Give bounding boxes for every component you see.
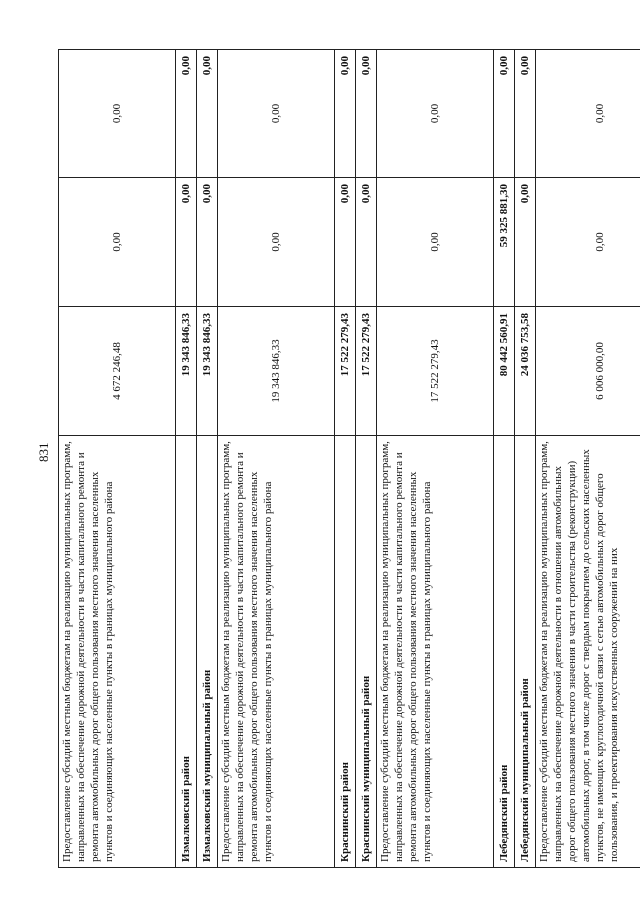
row-name-cell: Измалковский район	[176, 436, 197, 868]
value-col-1-cell: 19 343 846,33	[197, 307, 218, 436]
subtotal-row	[176, 50, 197, 868]
row-name-cell: Лебедянский район	[494, 436, 515, 868]
table-row	[218, 50, 335, 868]
value-col-3-cell: 0,00	[176, 50, 197, 178]
rotated-table-wrapper	[58, 50, 620, 868]
value-col-1-cell: 17 522 279,43	[356, 307, 377, 436]
table-row	[377, 50, 494, 868]
row-name-cell: Предоставление субсидий местным бюджетам на реализацию муниципальных программ, направленных на обеспечение дорожной деятельности в отношении автомобильных дорог общего пользования местного значения в части строительства (реконструкции) автомобильных дорог, в том числе дорог с твердым покрытием до сельских населенных пунктов, не имеющих круглогодичной связи с сетью автомобильных дорог общего пользования, и проектирования искусственных сооружений на них	[536, 436, 640, 868]
value-col-3-cell: 0,00	[515, 50, 536, 178]
value-col-3-cell: 0,00	[377, 50, 494, 178]
value-col-3-cell: 0,00	[59, 50, 176, 178]
value-col-3-cell: 0,00	[536, 50, 640, 178]
budget-table-body	[59, 50, 640, 868]
row-name-cell: Краснинский муниципальный район	[356, 436, 377, 868]
value-col-1-cell: 80 442 560,91	[494, 307, 515, 436]
value-col-3-cell: 0,00	[335, 50, 356, 178]
value-col-1-cell: 24 036 753,58	[515, 307, 536, 436]
value-col-3-cell: 0,00	[218, 50, 335, 178]
value-col-2-cell: 0,00	[197, 178, 218, 307]
value-col-3-cell: 0,00	[494, 50, 515, 178]
row-name-cell: Предоставление субсидий местным бюджетам на реализацию муниципальных программ, направленных на обеспечение дорожной деятельности в части капитального ремонта и ремонта автомобильных дорог общего пользования местного значения населенных пунктов и соединяющих населенные пункты в границах муниципального района	[218, 436, 335, 868]
table-row	[59, 50, 176, 868]
value-col-1-cell: 19 343 846,33	[176, 307, 197, 436]
row-name-cell: Предоставление субсидий местным бюджетам на реализацию муниципальных программ, направленных на обеспечение дорожной деятельности в части капитального ремонта и ремонта автомобильных дорог общего пользования местного значения населенных пунктов и соединяющих населенные пункты в границах муниципального района	[59, 436, 176, 868]
value-col-2-cell: 0,00	[176, 178, 197, 307]
value-col-2-cell: 59 325 881,30	[494, 178, 515, 307]
subtotal-row	[515, 50, 536, 868]
value-col-3-cell: 0,00	[356, 50, 377, 178]
value-col-1-cell: 17 522 279,43	[377, 307, 494, 436]
value-col-2-cell: 0,00	[218, 178, 335, 307]
value-col-2-cell: 0,00	[356, 178, 377, 307]
row-name-cell: Измалковский муниципальный район	[197, 436, 218, 868]
subtotal-row	[197, 50, 218, 868]
budget-table	[58, 49, 640, 868]
value-col-2-cell: 0,00	[335, 178, 356, 307]
table-row	[536, 50, 640, 868]
value-col-2-cell: 0,00	[377, 178, 494, 307]
subtotal-row	[356, 50, 377, 868]
row-name-cell: Предоставление субсидий местным бюджетам на реализацию муниципальных программ, направленных на обеспечение дорожной деятельности в части капитального ремонта и ремонта автомобильных дорог общего пользования местного значения населенных пунктов и соединяющих населенные пункты в границах муниципального района	[377, 436, 494, 868]
subtotal-row	[494, 50, 515, 868]
value-col-1-cell: 19 343 846,33	[218, 307, 335, 436]
subtotal-row	[335, 50, 356, 868]
value-col-1-cell: 6 006 000,00	[536, 307, 640, 436]
row-name-cell: Лебедянский муниципальный район	[515, 436, 536, 868]
page-number: 831	[36, 442, 51, 462]
value-col-3-cell: 0,00	[197, 50, 218, 178]
value-col-2-cell: 0,00	[536, 178, 640, 307]
value-col-2-cell: 0,00	[515, 178, 536, 307]
value-col-1-cell: 4 672 246,48	[59, 307, 176, 436]
value-col-2-cell: 0,00	[59, 178, 176, 307]
value-col-1-cell: 17 522 279,43	[335, 307, 356, 436]
row-name-cell: Краснинский район	[335, 436, 356, 868]
